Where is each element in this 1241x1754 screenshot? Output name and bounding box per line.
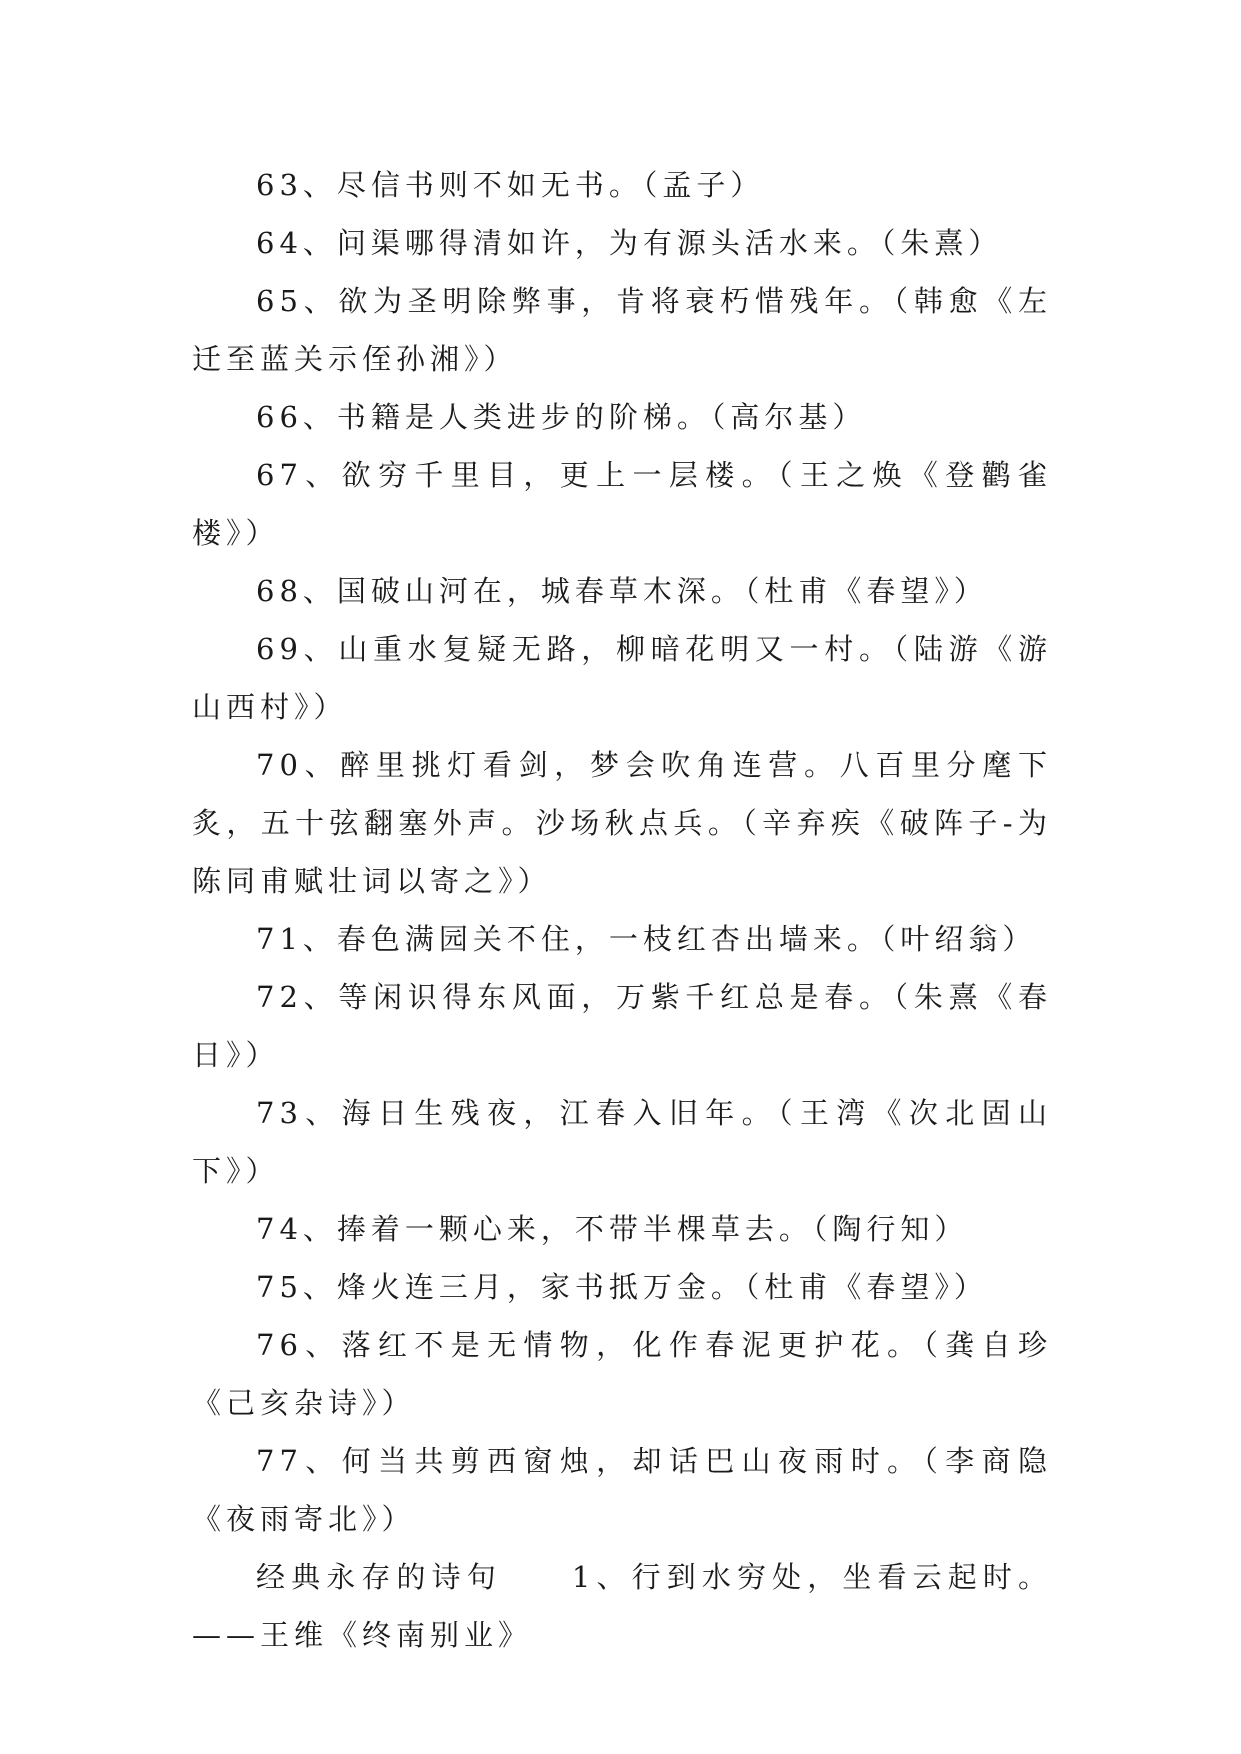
quote-63: 63、尽信书则不如无书。（孟子） [256, 168, 765, 202]
quote-66: 66、书籍是人类进步的阶梯。（高尔基） [256, 400, 867, 434]
quote-74: 74、捧着一颗心来，不带半棵草去。（陶行知） [256, 1212, 969, 1246]
section-paragraph [192, 1548, 1052, 1664]
quote-68: 68、国破山河在，城春草木深。（杜甫《春望》） [256, 574, 988, 608]
quote-71: 71、春色满园关不住，一枝红杏出墙来。（叶绍翁） [256, 922, 1037, 956]
quote-72: 72、等闲识得东风面，万紫千红总是春。（朱熹《春日》） [192, 980, 1052, 1072]
quote-65: 65、欲为圣明除弊事，肯将衰朽惜残年。（韩愈《左迁至蓝关示侄孙湘》） [192, 284, 1052, 376]
quote-70: 70、醉里挑灯看剑，梦会吹角连营。八百里分麾下炙，五十弦翻塞外声。沙场秋点兵。（辛弃疾《破阵子-为陈同甫赋壮词以寄之》） [192, 748, 1052, 898]
document-page [192, 156, 1052, 1664]
quote-69: 69、山重水复疑无路，柳暗花明又一村。（陆游《游山西村》） [192, 632, 1052, 724]
section-heading: 经典永存的诗句 [256, 1560, 502, 1594]
quote-77: 77、何当共剪西窗烛，却话巴山夜雨时。（李商隐《夜雨寄北》） [192, 1444, 1052, 1536]
quote-73: 73、海日生残夜，江春入旧年。（王湾《次北固山下》） [192, 1096, 1052, 1188]
section-first-item: 1、行到水穷处，坐看云起时。——王维《终南别业》 [192, 1560, 1052, 1652]
quote-75: 75、烽火连三月，家书抵万金。（杜甫《春望》） [256, 1270, 988, 1304]
quote-67: 67、欲穷千里目，更上一层楼。（王之焕《登鹳雀楼》） [192, 458, 1052, 550]
quote-76: 76、落红不是无情物，化作春泥更护花。（龚自珍《己亥杂诗》） [192, 1328, 1052, 1420]
quote-64: 64、问渠哪得清如许，为有源头活水来。（朱熹） [256, 226, 1003, 260]
